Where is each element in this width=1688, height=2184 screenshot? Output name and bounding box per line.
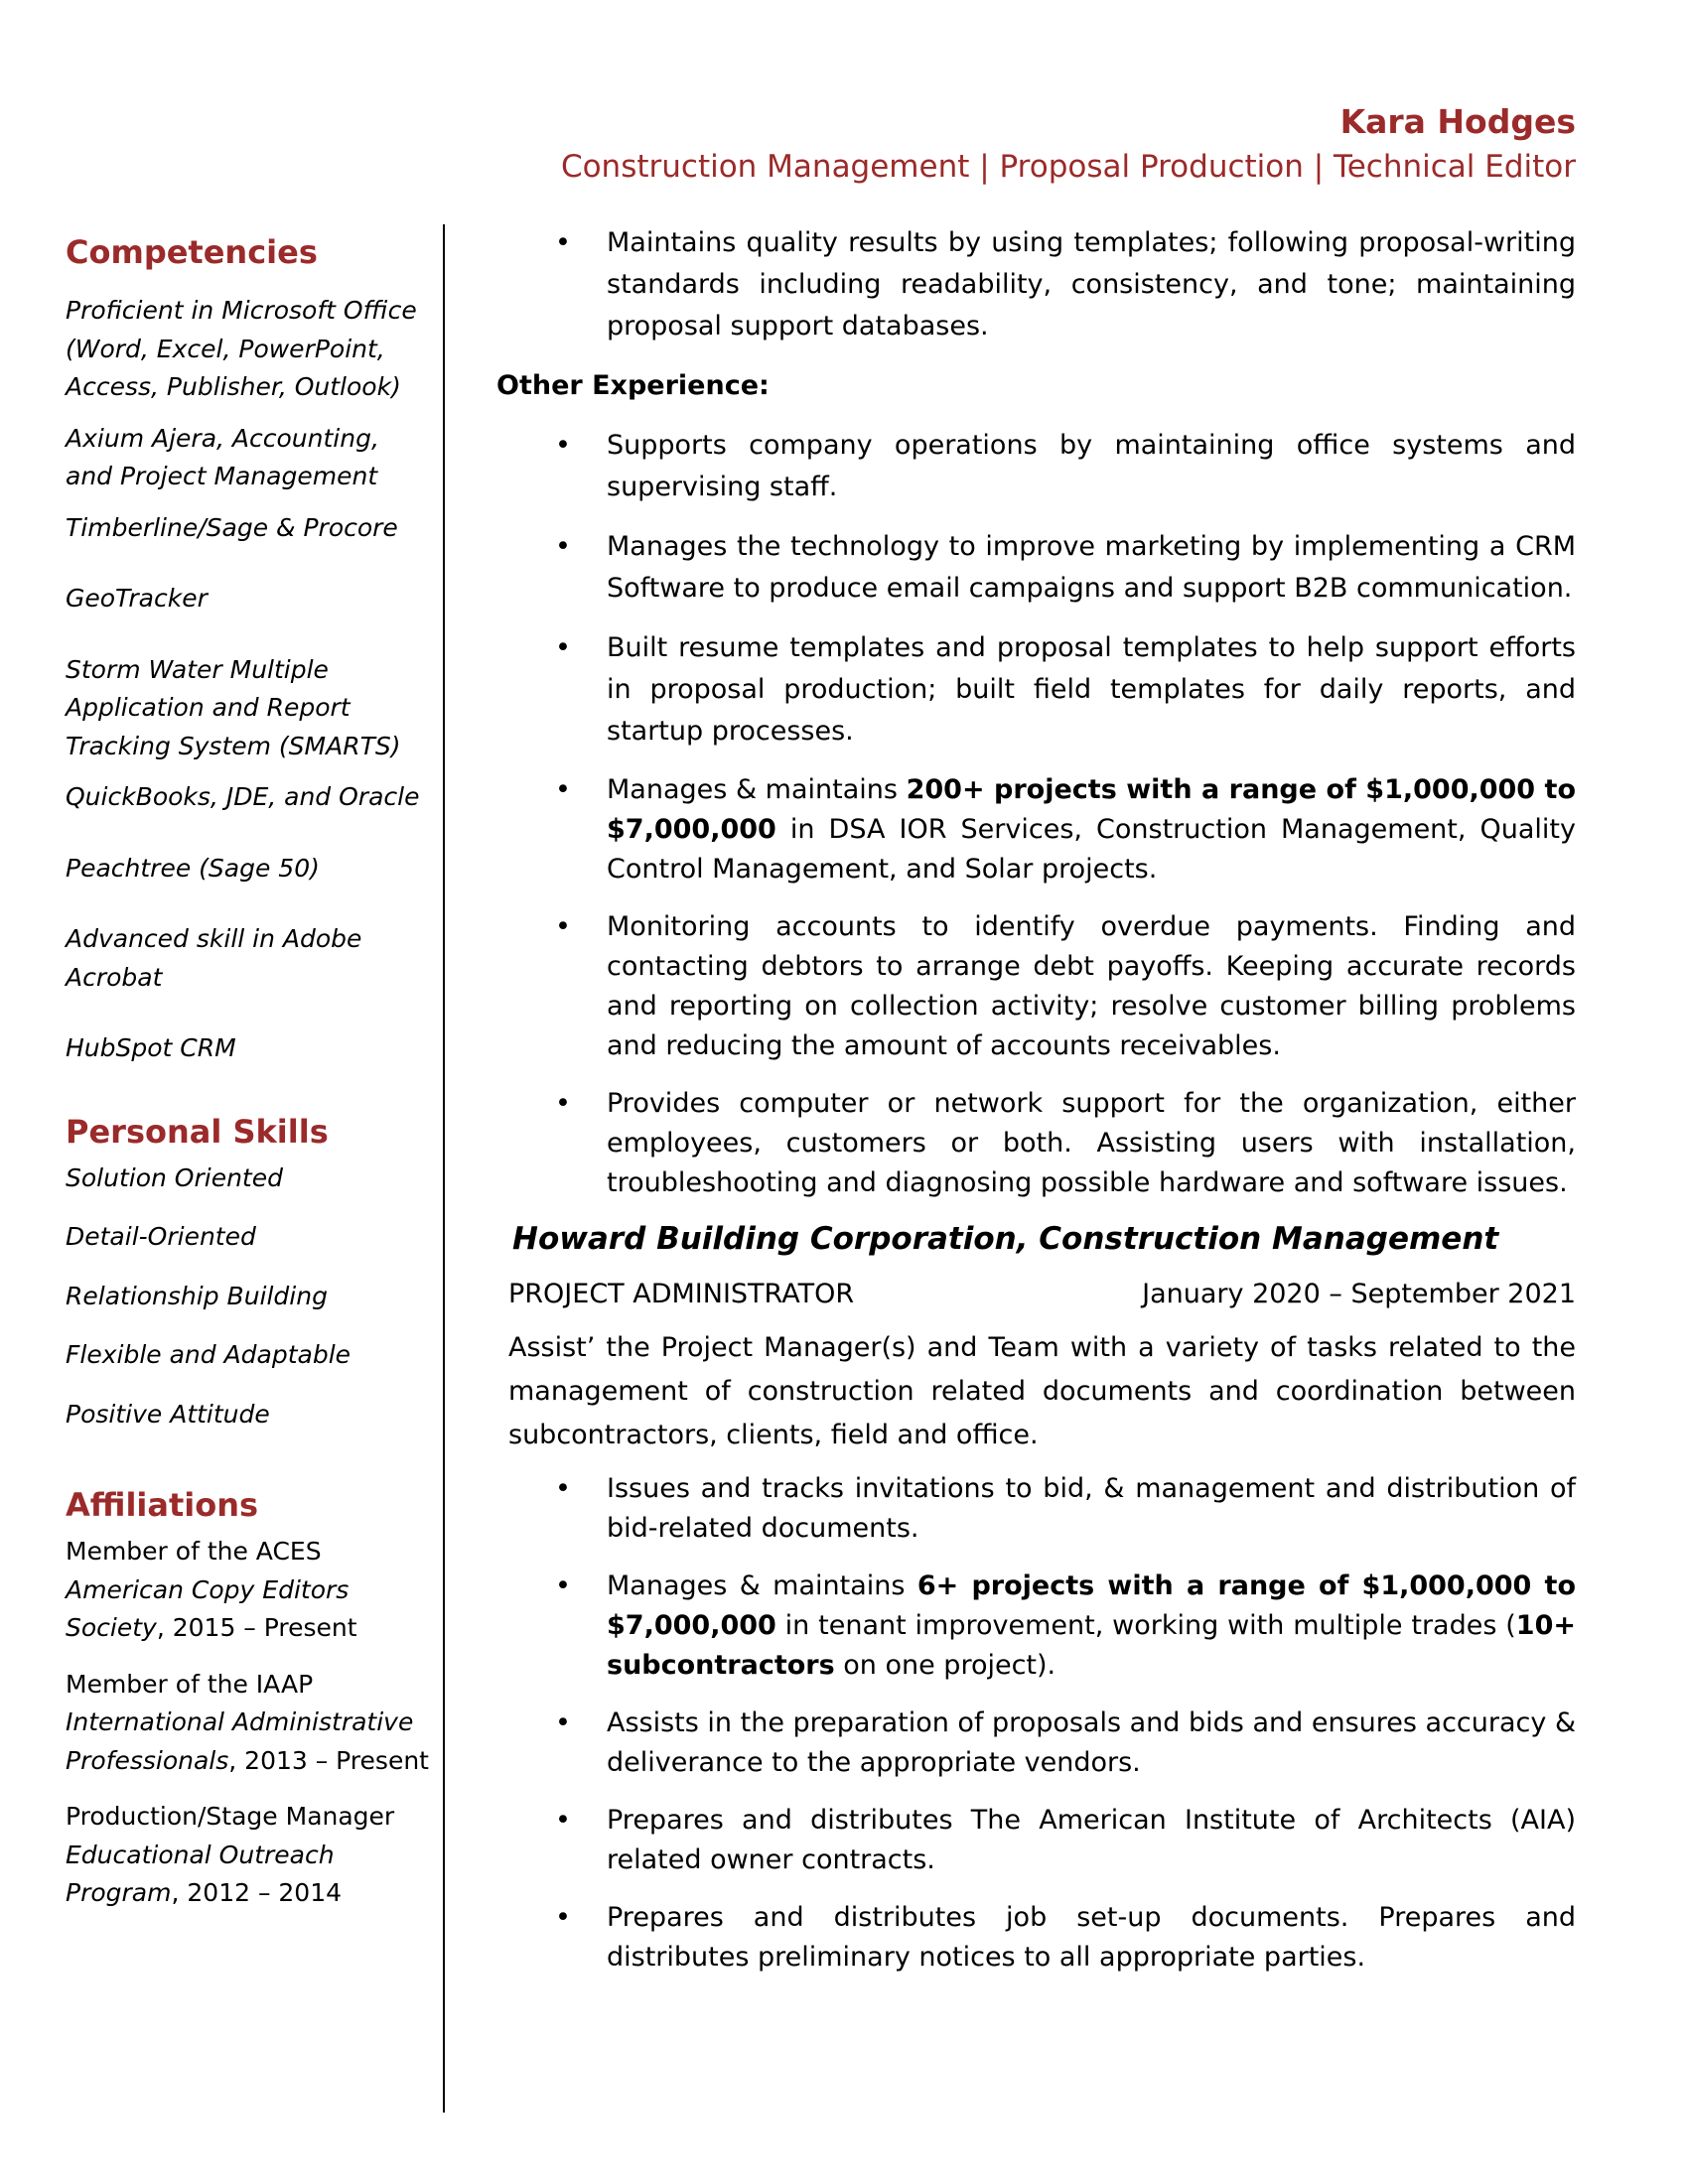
competency-line: Peachtree (Sage 50)	[66, 853, 320, 883]
skill-item: Relationship Building	[66, 1281, 328, 1310]
competency-line: QuickBooks, JDE, and Oracle	[66, 782, 420, 811]
bullet-dot: •	[555, 774, 571, 805]
bullet-text-bold: 10+ subcontractors	[607, 1610, 1576, 1681]
list-item	[496, 1801, 1576, 1880]
competency-item	[66, 778, 435, 817]
job-title-row	[508, 1275, 1576, 1314]
affiliation-membership: Production/Stage Manager	[66, 1802, 395, 1831]
list-item	[496, 627, 1576, 752]
competency-line: GeoTracker	[66, 584, 208, 613]
list-item	[496, 1704, 1576, 1783]
job-summary: Assist’ the Project Manager(s) and Team with a variety of tasks related to the management of construction related documents and coordination between subcontractors, clients, field and office.	[508, 1332, 1576, 1450]
affiliation-dates: , 2012 – 2014	[171, 1878, 343, 1907]
list-item	[496, 425, 1576, 508]
affiliation-membership: Member of the ACES	[66, 1537, 322, 1566]
bullet-dot: •	[555, 1473, 571, 1504]
competency-line: Axium Ajera, Accounting,	[66, 423, 379, 453]
competency-line: Tracking System (SMARTS)	[66, 731, 401, 760]
competency-line: (Word, Excel, PowerPoint,	[66, 334, 385, 363]
affiliation-item	[66, 1666, 435, 1781]
competency-item	[66, 850, 435, 888]
bullet-text-post: on one project).	[834, 1650, 1056, 1681]
skill-item: Solution Oriented	[66, 1162, 283, 1192]
candidate-name: Kara Hodges	[1339, 102, 1576, 141]
bullet-text-bold: 6+ projects with a range of $1,000,000 to $7,000,000	[607, 1570, 1577, 1641]
affiliation-org-cont: Society	[66, 1613, 157, 1642]
competencies-heading: Competencies	[66, 233, 318, 271]
competency-item	[66, 1029, 435, 1068]
skill-item: Detail-Oriented	[66, 1222, 256, 1251]
job-title: PROJECT ADMINISTRATOR	[508, 1279, 855, 1309]
other-experience-list	[496, 425, 1576, 1203]
company-name: Howard Building Corporation, Construction Management	[512, 1221, 1499, 1257]
sidebar	[66, 230, 435, 1913]
bullet-dot: •	[555, 1902, 571, 1933]
bullet-text: Issues and tracks invitations to bid, & management and distribution of bid-related documents.	[607, 1473, 1576, 1544]
affiliations-heading: Affiliations	[66, 1486, 259, 1524]
skill-item: Flexible and Adaptable	[66, 1340, 352, 1369]
competency-item	[66, 580, 435, 618]
skill-item: Positive Attitude	[66, 1399, 270, 1429]
bullet-dot: •	[555, 1570, 571, 1601]
candidate-tagline: Construction Management | Proposal Production | Technical Editor	[560, 149, 1576, 185]
competency-item	[66, 292, 435, 407]
personal-skills-heading: Personal Skills	[66, 1112, 329, 1151]
competency-line: Advanced skill in Adobe	[66, 924, 362, 953]
competency-line: Access, Publisher, Outlook)	[66, 372, 401, 401]
list-item	[496, 1898, 1576, 1978]
affiliation-item	[66, 1533, 435, 1648]
list-item	[496, 907, 1576, 1066]
list-item	[496, 1084, 1576, 1203]
list-item	[496, 1469, 1576, 1549]
bullet-text-pre: Manages & maintains	[607, 774, 907, 805]
main-content	[496, 222, 1576, 1978]
affiliation-membership: Member of the IAAP	[66, 1669, 314, 1699]
competency-line: Timberline/Sage & Procore	[66, 512, 398, 542]
list-item	[496, 1567, 1576, 1686]
bullet-dot: •	[555, 1805, 571, 1836]
competency-line: and Project Management	[66, 462, 378, 490]
bullet-dot: •	[555, 430, 571, 461]
competency-line: Storm Water Multiple	[66, 654, 329, 684]
affiliation-period	[66, 1742, 435, 1781]
list-item	[496, 222, 1576, 347]
bullet-text: Monitoring accounts to identify overdue payments. Finding and contacting debtors to arrange debt payoffs. Keeping accurate records and reporting on collection activity; resolve customer billing problems and reducing the amount of accounts receivables.	[607, 911, 1576, 1061]
resume-header	[561, 99, 1576, 189]
bullet-text: Manages the technology to improve marketing by implementing a CRM Software to produce email campaigns and support B2B communication.	[607, 531, 1576, 604]
column-divider	[443, 224, 445, 2113]
job-dates: January 2020 – September 2021	[1142, 1279, 1576, 1309]
affiliation-organization: International Administrative	[66, 1707, 414, 1736]
competency-item	[66, 920, 435, 997]
list-item	[496, 526, 1576, 610]
affiliation-organization: American Copy Editors	[66, 1574, 350, 1604]
job-bullets	[496, 1469, 1576, 1978]
bullet-dot: •	[555, 1707, 571, 1738]
bullet-dot: •	[555, 227, 571, 258]
affiliation-dates: , 2015 – Present	[156, 1613, 357, 1642]
other-experience-heading: Other Experience:	[496, 370, 770, 401]
bullet-text: Prepares and distributes The American Institute of Architects (AIA) related owner contracts.	[607, 1805, 1576, 1875]
bullet-dot: •	[555, 632, 571, 663]
bullet-text-bold: 200+ projects with a range of $1,000,000 to $7,000,000	[607, 774, 1577, 845]
bullet-text: Assists in the preparation of proposals and bids and ensures accuracy & deliverance to the appropriate vendors.	[607, 1707, 1576, 1778]
bullet-dot: •	[555, 531, 571, 562]
bullet-text: Supports company operations by maintaining office systems and supervising staff.	[607, 430, 1576, 502]
bullet-text: Built resume templates and proposal templates to help support efforts in proposal production; built field templates for daily reports, and startup processes.	[607, 632, 1576, 747]
affiliation-item	[66, 1798, 435, 1913]
bullet-text-post: in DSA IOR Services, Construction Management, Quality Control Management, and Solar projects.	[607, 814, 1576, 885]
competency-item	[66, 420, 435, 496]
bullet-text: Provides computer or network support for the organization, either employees, customers or both. Assisting users with installation, troubleshooting and diagnosing possible hardware and software issues.	[607, 1088, 1576, 1198]
competency-line: HubSpot CRM	[66, 1033, 236, 1062]
bullet-text: Maintains quality results by using templates; following proposal-writing standards including readability, consistency, and tone; maintaining proposal support databases.	[607, 227, 1576, 341]
affiliation-period	[66, 1609, 435, 1648]
affiliation-org-cont: Professionals	[66, 1745, 229, 1775]
competency-line: Proficient in Microsoft Office	[66, 296, 417, 325]
affiliation-dates: , 2013 – Present	[228, 1745, 429, 1775]
top-bullets	[496, 222, 1576, 347]
bullet-dot: •	[555, 1088, 571, 1119]
affiliation-period	[66, 1874, 435, 1913]
competency-item	[66, 509, 435, 548]
list-item	[496, 770, 1576, 889]
competency-item	[66, 651, 435, 766]
affiliation-organization: Educational Outreach	[66, 1840, 335, 1869]
competency-line: Acrobat	[66, 962, 163, 992]
competency-line: Application and Report	[66, 693, 351, 722]
bullet-text: Prepares and distributes job set-up documents. Prepares and distributes preliminary notices to all appropriate parties.	[607, 1902, 1576, 1973]
affiliation-org-cont: Program	[66, 1878, 172, 1907]
bullet-dot: •	[555, 911, 571, 942]
bullet-text-mid: in tenant improvement, working with multiple trades (	[775, 1610, 1516, 1641]
bullet-text-pre: Manages & maintains	[607, 1570, 917, 1601]
